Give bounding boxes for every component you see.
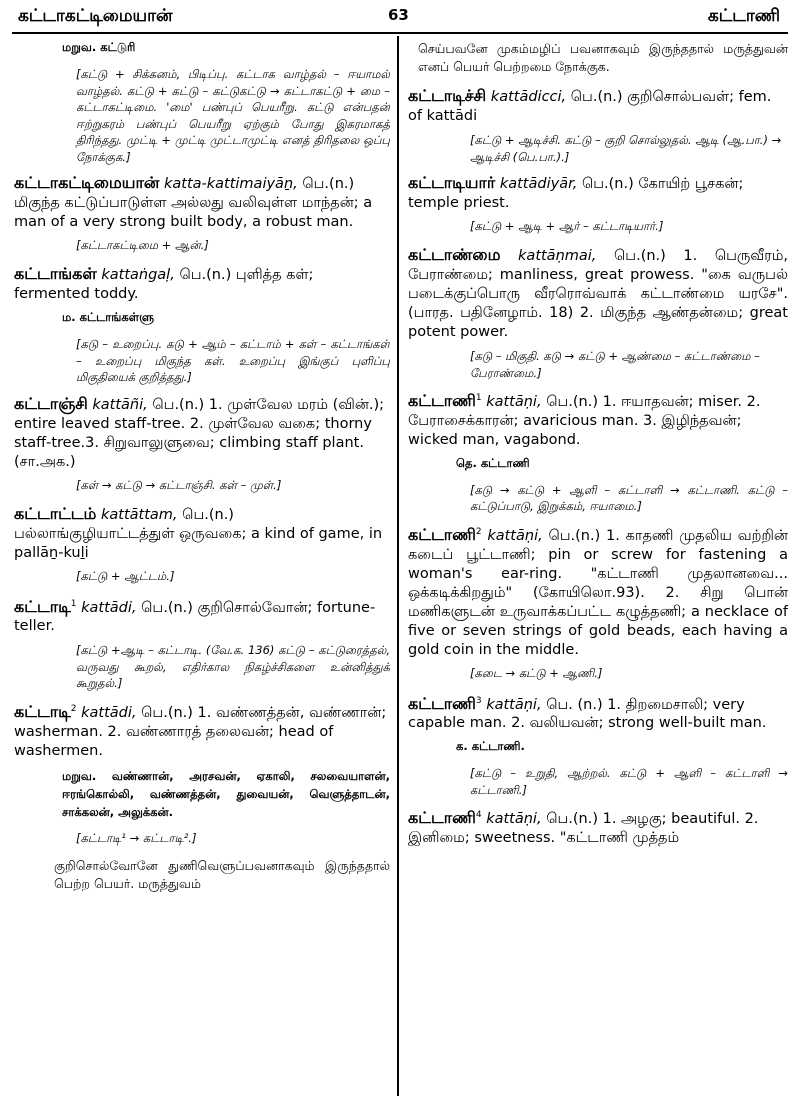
- etymology-note: [கடு – மிகுதி. கடு → கட்டு + ஆண்மை – கட்டாண்மை – பேராண்மை.]: [470, 349, 760, 380]
- etymology-note: [கட்டு + ஆடிச்சி. கட்டு – குறி சொல்லுதல். ஆடி (ஆ.பா.) → ஆடிச்சி (பெ.பா.).]: [470, 133, 782, 164]
- entry-definition: பெ.(n.) கோயிற் பூசகன்; temple priest.: [408, 176, 744, 211]
- etymology-note: [கடு → கட்டு + ஆளி – கட்டாளி → கட்டாணி. கட்டு – கட்டுப்பாடு, இறுக்கம், ஈயாமை.]: [470, 482, 788, 514]
- etymology-note: [கடை → கட்டு + ஆணி.]: [470, 665, 603, 680]
- dictionary-entry: [408, 173, 788, 213]
- entry-definition: பெ.(n.) 1. முள்வேல மரம் (வின்.); entire leaved staff-tree. 2. முள்வேல வகை; thorny staff-tree.3. சிறுவாலுளுவை; climbing staff plant. (சா.அக.): [14, 396, 385, 470]
- headword: கட்டாகட்டிமையான்: [14, 173, 160, 192]
- entry-definition: பெ.(n.) குறிசொல்வோன்; fortune-teller.: [14, 599, 376, 635]
- transliteration: kattāṇi,: [487, 527, 543, 544]
- dictionary-entry: [14, 173, 390, 232]
- transliteration: kattāñi,: [92, 396, 148, 413]
- dictionary-entry: [14, 394, 390, 472]
- left-column: [14, 40, 390, 1098]
- headword: கட்டாட்டம்: [14, 503, 97, 523]
- entry-continuation: செய்பவனே முகம்மழிப் பவனாகவும் இருந்ததால் மருத்துவன் எனப் பெயர் பெற்றமை நோக்குக.: [418, 41, 788, 74]
- homograph-number: 2: [70, 703, 77, 714]
- transliteration: katta-kattimaiyāṉ,: [163, 176, 298, 192]
- column-divider: [397, 36, 399, 1096]
- entry-definition: பெ.(n.) 1. அழகு; beautiful. 2. இனிமை; sweetness. "கட்டாணி முத்தம்: [408, 811, 759, 847]
- running-head-right: கட்டாணி: [707, 6, 780, 26]
- entry-definition: பெ.(n.) 1. வண்ணத்தன், வண்ணான்; washerman. 2. வண்ணாரத் தலைவன்; head of washermen.: [14, 704, 387, 759]
- dictionary-entry: [408, 692, 788, 734]
- dictionary-entry: [408, 389, 788, 450]
- etymology-note: [கட்டாடி¹ → கட்டாடி².]: [76, 830, 197, 845]
- transliteration: kattādiyār,: [499, 176, 578, 192]
- headword: கட்டாண்மை: [408, 245, 501, 264]
- headword: கட்டாணி: [408, 390, 476, 410]
- right-column: [408, 40, 788, 1098]
- headword: கட்டாணி: [408, 808, 476, 828]
- homograph-number: 3: [475, 695, 482, 706]
- etymology-note: [கட்டாகட்டிமை + ஆன்.]: [76, 238, 209, 252]
- transliteration: kattāttam,: [101, 506, 178, 523]
- transliteration: kattāṇi,: [486, 811, 542, 828]
- headword: கட்டாணி: [408, 693, 476, 713]
- entry-definition: பெ.(n.) பல்லாங்குழியாட்டத்துள் ஒருவகை; a kind of game, in pallāṉ-kuḻi: [14, 506, 383, 561]
- headword: கட்டாடி: [14, 701, 71, 721]
- dictionary-entry: [408, 245, 788, 342]
- transliteration: kattāṇmai,: [518, 248, 597, 264]
- etymology-note: [கட்டு + ஆடி + ஆர் – கட்டாடியார்.]: [470, 219, 664, 233]
- etymology-note: [கள் → கட்டு → கட்டாஞ்சி. கள் – முள்.]: [76, 477, 282, 492]
- transliteration: kattāṇi,: [486, 393, 542, 410]
- headword: கட்டாடிச்சி: [408, 86, 487, 105]
- dictionary-entry: [14, 595, 390, 637]
- cognate-note: ம. கட்டாங்கள்ளு: [62, 310, 154, 324]
- homograph-number: 4: [475, 810, 482, 821]
- homograph-number: 1: [475, 393, 482, 403]
- etymology-note: [கட்டு +ஆடி – கட்டாடி. (வே.க. 136) கட்டு – கட்டுரைத்தல், வருவது கூறல், எதிர்கால நிகழ்ச்சிகளை உன்னித்துக் கூறுதல்.]: [76, 643, 390, 691]
- headword: கட்டாடியார்: [408, 173, 496, 192]
- entry-definition: பெ. (n.) 1. திறமைசாலி; very capable man. 2. வலியவன்; strong well-built man.: [408, 696, 767, 732]
- cognate-note: தெ. கட்டாணி: [456, 455, 530, 470]
- page-header: [0, 0, 800, 34]
- dictionary-entry: [408, 86, 788, 126]
- entry-definition: பெ.(n.) 1. காதணி முதலிய வற்றின் கடைப் பூட்டாணி; pin or screw for fastening a woman's ear-ring. "கட்டாணி முதலானவை... ஒக்கடிக்கிறதும்" (கோயிலொ.93). 2. சிறு பொன் மணிகளுடன் உருவாக்கப்பட்ட கழுத்தணி; a necklace of five or seven strings of gold beads, each having a gold coin in the middle.: [408, 527, 788, 658]
- etymology-note: [கட்டு + ஆட்டம்.]: [76, 568, 175, 583]
- transliteration: kattādicci,: [490, 89, 567, 105]
- headword: கட்டாணி: [408, 524, 476, 544]
- transliteration: kattādi,: [81, 704, 137, 721]
- headword: கட்டாடி: [14, 596, 71, 616]
- homograph-number: 1: [70, 598, 77, 609]
- dictionary-entry: [14, 504, 390, 563]
- transliteration: kattādi,: [81, 599, 137, 616]
- entry-definition: பெ.(n.) புளித்த கள்; fermented toddy.: [14, 267, 314, 302]
- transliteration: kattaṅgaḷ,: [101, 267, 175, 283]
- entry-definition: பெ.(n.) 1. பெருவீரம், பேராண்மை; manliness, great prowess. "கை வருபல் படைக்குப்பொரு வீரரொவ்வாக் கட்டாண்மை யரசே". (பாரத. பதினேழாம். 18) 2. மிகுந்த ஆண்தன்மை; great potent power.: [408, 248, 788, 340]
- etymology-note: [கட்டு + சிக்கனம், பிடிப்பு. கட்டாக வாழ்தல் – ஈயாமல் வாழ்தல். கட்டு + கட்டு – கட்டுகட்டு → கட்டாகட்டு + மை – கட்டாகட்டிமை. 'மை' பண்புப் பெயரீறு. கட்டு என்பதன் ஈற்றுகரம் பண்புப் பெயரீறு ஏற்கும் போது இகரமாகத் திரிந்தது. முட்டி + முட்டி முட்டாமுட்டி எனத் திரிதலை ஒப்பு நோக்குக.]: [76, 67, 390, 164]
- entry-definition: பெ.(n.) குறிசொல்பவள்; fem. of kattādi: [408, 89, 772, 124]
- synonym-note: மறுவ. வண்ணான், அரசவன், ஏகாலி, சலவையாளன், ஈரங்கொல்லி, வண்ணத்தன், துவையன், வெளுத்தாடன், சாக்கலன், அலுக்கன்.: [62, 768, 390, 819]
- running-head-left: கட்டாகட்டிமையான்: [18, 6, 173, 26]
- page-number: 63: [388, 6, 409, 24]
- dictionary-entry: [408, 523, 788, 660]
- cognate-note: மறுவ. கட்டுரி: [62, 40, 136, 54]
- entry-definition: பெ.(n.) மிகுந்த கட்டுப்பாடுள்ள அல்லது வலிவுள்ள மாந்தன்; a man of a very strong built body, a robust man.: [14, 176, 373, 230]
- transliteration: kattāṇi,: [486, 696, 542, 713]
- headword: கட்டாங்கள்: [14, 264, 97, 283]
- header-rule: [12, 32, 788, 34]
- entry-definition: பெ.(n.) 1. ஈயாதவன்; miser. 2. பேராசைக்காரன்; avaricious man. 3. இழிந்தவன்; wicked man, vagabond.: [408, 393, 761, 448]
- dictionary-entry: [408, 806, 788, 848]
- dictionary-entry: [14, 264, 390, 304]
- cognate-note: க. கட்டாணி.: [456, 739, 525, 754]
- headword: கட்டாஞ்சி: [14, 393, 88, 413]
- homograph-number: 2: [475, 526, 482, 537]
- entry-continuation: குறிசொல்வோனே துணிவெளுப்பவனாகவும் இருந்ததால் பெற்ற பெயர். மருத்துவம்: [54, 857, 390, 891]
- etymology-note: [கட்டு – உறுதி, ஆற்றல். கட்டு + ஆளி – கட்டாளி → கட்டாணி.]: [470, 766, 788, 797]
- dictionary-entry: [14, 700, 390, 761]
- etymology-note: [கடு – உறைப்பு. கடு + ஆம் – கட்டாம் + கள் – கட்டாங்கள் – உறைப்பு மிகுந்த கள். உறைப்பு இங்குப் புளிப்பு மிகுதியைக் குறித்தது.]: [76, 337, 390, 384]
